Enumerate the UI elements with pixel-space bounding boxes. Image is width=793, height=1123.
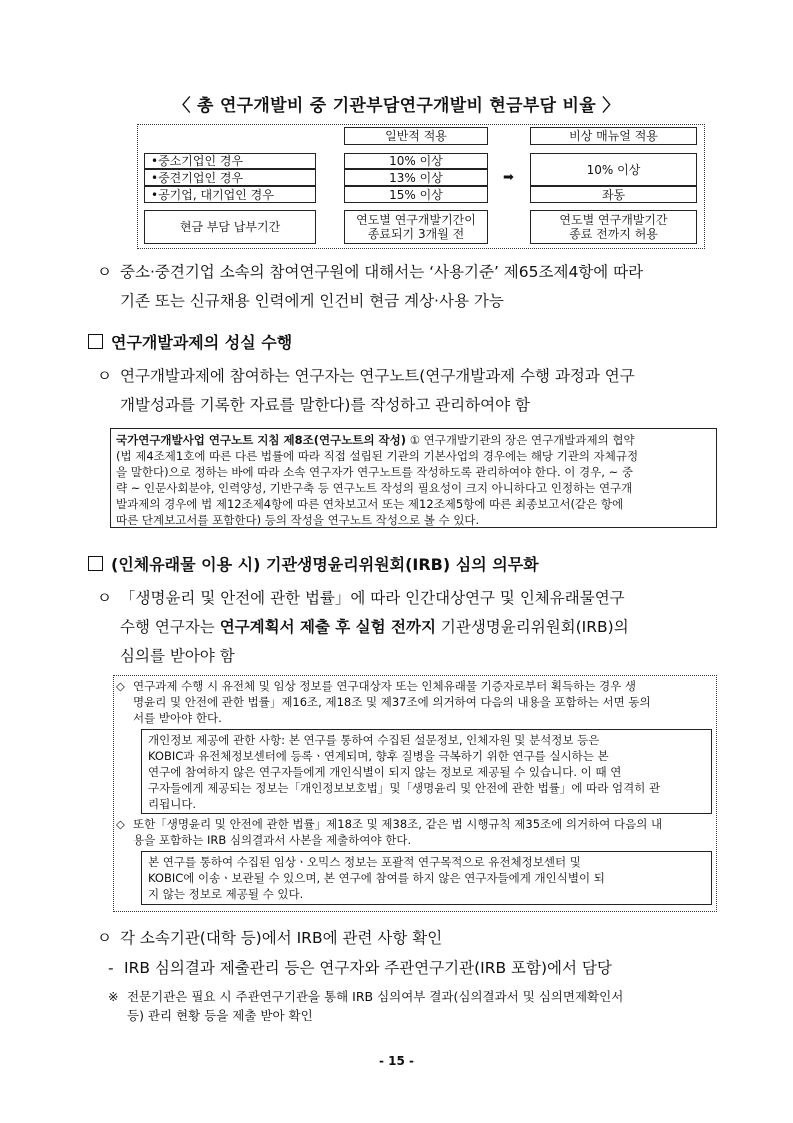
- checkbox-square-icon: [88, 556, 103, 571]
- general-sme: 10% 이상: [344, 153, 488, 169]
- note-line: 을 말한다)으로 정하는 바에 따라 소속 연구자가 연구노트를 작성하도록 관리하여야 한다. 이 경우, ~ 중: [116, 465, 633, 479]
- para-line: 개발성과를 기록한 자료를 말한다)를 작성하고 관리하여야 함: [120, 396, 530, 414]
- bullet-marker: ㅇ: [97, 263, 112, 281]
- irb-result-line: 본 연구를 통하여 수집된 임상ㆍ오믹스 정보는 포괄적 연구목적으로 유전체정보센터 및: [148, 855, 581, 869]
- irb-line: 명윤리 및 안전에 관한 법률」제16조, 제18조 및 제37조에 의거하여 다음의 내용을 포함하는 서면 동의: [133, 695, 651, 709]
- para-line: 각 소속기관(대학 등)에서 IRB에 관련 사항 확인: [120, 929, 443, 947]
- paragraph-irb: [97, 584, 727, 671]
- bullet-marker: ㅇ: [97, 589, 112, 607]
- para-line: 심의를 받아야 함: [120, 647, 235, 665]
- irb-line: 서를 받아야 한다.: [133, 711, 222, 725]
- section-heading: [88, 330, 292, 353]
- para-line: 연구개발과제에 참여하는 연구자는 연구노트(연구개발과제 수행 과정과 연구: [120, 367, 635, 385]
- emergency-sme-midsize: 10% 이상: [530, 153, 697, 186]
- period-label: 현금 부담 납부기간: [144, 210, 316, 244]
- note-line: 따른 단계보고서를 포함한다) 등의 작성을 연구노트 작성으로 볼 수 있다.: [116, 513, 480, 527]
- header-emergency: 비상 매뉴얼 적용: [530, 127, 697, 145]
- note-line: 등) 관리 현황 등을 제출 받아 확인: [127, 1008, 313, 1023]
- regulation-note-box: [110, 428, 717, 528]
- row-label-large: •공기업, 대기업인 경우: [144, 186, 316, 203]
- section-title: 연구개발과제의 성실 수행: [111, 333, 293, 352]
- consent-detail-box: [141, 729, 712, 814]
- consent-line: 연구에 참여하지 않은 연구자들에게 개인식별이 되지 않는 정보로 제공될 수 있습니다. 이 때 연: [148, 765, 622, 779]
- irb-line: 용을 포함하는 IRB 심의결과서 사본을 제출하여야 한다.: [133, 833, 412, 847]
- consent-line: 리됩니다.: [148, 797, 197, 811]
- irb-item-2: [116, 816, 714, 848]
- table-title: 〈 총 연구개발비 중 기관부담연구개발비 현금부담 비율 〉: [173, 96, 620, 116]
- para-line: IRB 심의결과 제출관리 등은 연구자와 주관연구기관(IRB 포함)에서 담당: [124, 959, 612, 977]
- note-line: (법 제4조제1호에 따른 다른 법률에 따라 직접 설립된 기관의 기본사업의 경우에는 해당 기관의 자체규정: [116, 449, 639, 463]
- note-line: ① 연구개발기관의 장은 연구개발과제의 협약: [409, 433, 635, 447]
- section-heading: [88, 552, 539, 575]
- emergency-large: 좌동: [530, 186, 697, 203]
- diamond-icon: ◇: [116, 817, 125, 831]
- general-period-line: 연도별 연구개발기간이: [356, 213, 476, 227]
- note-line: 발과제의 경우에 법 제12조제4항에 따른 연차보고서 또는 제12조제5항에 따른 최종보고서(같은 항에: [116, 497, 624, 511]
- reference-mark-icon: ※: [108, 989, 119, 1004]
- para-line: 「생명윤리 및 안전에 관한 법률」에 따라 인간대상연구 및 인체유래물연구: [120, 589, 625, 607]
- para-text: 수행 연구자는: [120, 618, 220, 636]
- bullet-marker: ㅇ: [97, 367, 112, 385]
- note-line: 전문기관은 필요 시 주관연구기관을 통해 IRB 심의여부 결과(심의결과서 및 심의면제확인서: [127, 989, 624, 1004]
- section-title: (인체유래물 이용 시) 기관생명윤리위원회(IRB) 심의 의무화: [111, 555, 539, 574]
- dash-marker: -: [108, 959, 114, 977]
- paragraph-irb-management: [108, 954, 728, 983]
- header-general: 일반적 적용: [344, 127, 488, 145]
- note-line: 략 ~ 인문사회분야, 인력양성, 기반구축 등 연구노트 작성의 필요성이 크지 아니하다고 인정하는 연구개: [116, 481, 633, 495]
- paragraph-note: [108, 987, 723, 1025]
- irb-item-1: [116, 678, 714, 726]
- general-midsize: 13% 이상: [344, 169, 488, 186]
- diamond-icon: ◇: [116, 679, 125, 693]
- irb-result-line: KOBIC에 이송ㆍ보관될 수 있으며, 본 연구에 참여를 하지 않은 연구자들에게 개인식별이 되: [148, 871, 605, 885]
- irb-result-line: 지 않는 정보로 제공될 수 있다.: [148, 887, 304, 901]
- irb-result-detail-box: [141, 851, 712, 905]
- general-large: 15% 이상: [344, 186, 488, 203]
- para-line: 중소·중견기업 소속의 참여연구원에 대해서는 ‘사용기준’ 제65조제4항에 따라: [120, 263, 644, 281]
- para-line: 기존 또는 신규채용 인력에게 인건비 현금 계상·사용 가능: [120, 292, 504, 310]
- bullet-marker: ㅇ: [97, 929, 112, 947]
- row-label-sme: •중소기업인 경우: [144, 153, 316, 169]
- paragraph-research-note: [97, 362, 727, 420]
- note-label: 국가연구개발사업 연구노트 지침 제8조(연구노트의 작성): [116, 433, 407, 447]
- consent-line: 개인정보 제공에 관한 사항: 본 연구를 통하여 수집된 설문정보, 인체자원 및 분석정보 등은: [148, 733, 600, 747]
- emergency-period-line: 연도별 연구개발기간: [559, 213, 668, 227]
- right-arrow-icon: ➡: [503, 170, 514, 185]
- checkbox-square-icon: [88, 334, 103, 349]
- irb-line: 연구과제 수행 시 유전체 및 임상 정보를 연구대상자 또는 인체유래물 기증자로부터 획득하는 경우 생: [133, 679, 636, 693]
- general-period-line: 종료되기 3개월 전: [367, 227, 465, 241]
- row-label-midsize: •중견기업인 경우: [144, 169, 316, 186]
- consent-line: KOBIC과 유전체정보센터에 등록ㆍ연계되며, 향후 질병을 극복하기 위한 연구를 실시하는 본: [148, 749, 609, 763]
- paragraph-irb-check: [97, 924, 727, 953]
- page-number: - 15 -: [378, 1054, 414, 1068]
- irb-line: 또한「생명윤리 및 안전에 관한 법률」제18조 및 제38조, 같은 법 시행규칙 제35조에 의거하여 다음의 내: [133, 817, 663, 831]
- para-line: [120, 613, 727, 642]
- emphasis-text: 연구계획서 제출 후 실험 전까지: [219, 618, 436, 636]
- emergency-period: [530, 210, 697, 244]
- general-period: [344, 210, 488, 244]
- emergency-period-line: 종료 전까지 허용: [569, 227, 658, 241]
- paragraph-cash-labor: [97, 258, 727, 316]
- para-text: 기관생명윤리위원회(IRB)의: [435, 618, 629, 636]
- consent-line: 구자들에게 제공되는 정보는「개인정보보호법」및「생명윤리 및 안전에 관한 법률」에 따라 엄격히 관: [148, 781, 661, 795]
